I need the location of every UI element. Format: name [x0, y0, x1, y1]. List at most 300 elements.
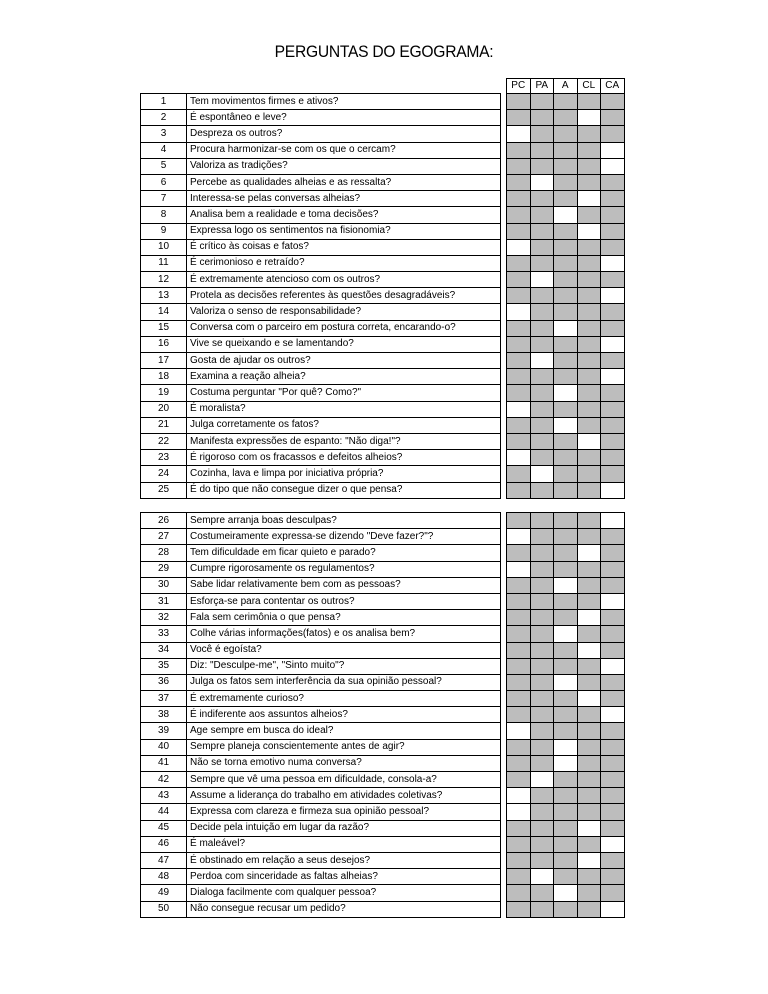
question-number: 7	[141, 191, 187, 207]
answer-cell-cl[interactable]	[577, 885, 601, 901]
question-row	[141, 820, 625, 836]
answer-cell-ca[interactable]	[601, 820, 625, 836]
answer-cell-pa[interactable]	[530, 901, 554, 917]
answer-cell-cl[interactable]	[577, 529, 601, 545]
answer-cell-cl[interactable]	[577, 739, 601, 755]
answer-cell-a[interactable]	[554, 369, 578, 385]
answer-cell-pa[interactable]	[530, 126, 554, 142]
answer-cell-pc[interactable]	[507, 658, 531, 674]
answer-cell-pa[interactable]	[530, 674, 554, 690]
answer-cell-cl[interactable]	[577, 772, 601, 788]
answer-cell-pa[interactable]	[530, 385, 554, 401]
answer-cell-ca[interactable]	[601, 255, 625, 271]
question-text: Sempre arranja boas desculpas?	[187, 513, 501, 529]
answer-cell-a[interactable]	[554, 804, 578, 820]
answer-cell-a[interactable]	[554, 739, 578, 755]
question-row	[141, 223, 625, 239]
question-row	[141, 304, 625, 320]
answer-cell-pa[interactable]	[530, 610, 554, 626]
answer-cell-cl[interactable]	[577, 513, 601, 529]
answer-cell-cl[interactable]	[577, 466, 601, 482]
answer-cell-ca[interactable]	[601, 320, 625, 336]
answer-cell-a[interactable]	[554, 223, 578, 239]
answer-cell-cl[interactable]	[577, 901, 601, 917]
answer-cell-pa[interactable]	[530, 626, 554, 642]
answer-cell-pa[interactable]	[530, 642, 554, 658]
answer-cell-a[interactable]	[554, 642, 578, 658]
answer-cell-ca[interactable]	[601, 94, 625, 110]
answer-cell-cl[interactable]	[577, 369, 601, 385]
answer-cell-a[interactable]	[554, 755, 578, 771]
answer-cell-ca[interactable]	[601, 272, 625, 288]
answer-cell-pa[interactable]	[530, 755, 554, 771]
answer-cell-cl[interactable]	[577, 385, 601, 401]
answer-cell-ca[interactable]	[601, 561, 625, 577]
answer-cell-pc[interactable]	[507, 417, 531, 433]
answer-cell-a[interactable]	[554, 320, 578, 336]
answer-cell-pc[interactable]	[507, 110, 531, 126]
answer-cell-a[interactable]	[554, 772, 578, 788]
answer-cell-cl[interactable]	[577, 401, 601, 417]
answer-cell-ca[interactable]	[601, 739, 625, 755]
answer-cell-pc[interactable]	[507, 674, 531, 690]
answer-cell-pa[interactable]	[530, 353, 554, 369]
question-number: 1	[141, 94, 187, 110]
answer-cell-pa[interactable]	[530, 820, 554, 836]
answer-cell-pc[interactable]	[507, 466, 531, 482]
answer-cell-a[interactable]	[554, 401, 578, 417]
answer-cell-ca[interactable]	[601, 142, 625, 158]
answer-cell-ca[interactable]	[601, 401, 625, 417]
answer-cell-a[interactable]	[554, 433, 578, 449]
answer-cell-ca[interactable]	[601, 191, 625, 207]
answer-cell-a[interactable]	[554, 385, 578, 401]
answer-cell-pc[interactable]	[507, 836, 531, 852]
answer-cell-a[interactable]	[554, 353, 578, 369]
answer-cell-pa[interactable]	[530, 723, 554, 739]
answer-cell-ca[interactable]	[601, 642, 625, 658]
answer-cell-a[interactable]	[554, 239, 578, 255]
answer-cell-cl[interactable]	[577, 561, 601, 577]
question-row	[141, 593, 625, 609]
answer-cell-a[interactable]	[554, 142, 578, 158]
answer-cell-ca[interactable]	[601, 577, 625, 593]
answer-cell-ca[interactable]	[601, 369, 625, 385]
answer-cell-pa[interactable]	[530, 239, 554, 255]
answer-cell-ca[interactable]	[601, 174, 625, 190]
answer-cell-a[interactable]	[554, 610, 578, 626]
question-row	[141, 433, 625, 449]
question-text: Expressa logo os sentimentos na fisionomia?	[187, 223, 501, 239]
answer-cell-cl[interactable]	[577, 755, 601, 771]
question-number: 43	[141, 788, 187, 804]
answer-cell-cl[interactable]	[577, 852, 601, 868]
answer-cell-ca[interactable]	[601, 691, 625, 707]
answer-cell-pc[interactable]	[507, 401, 531, 417]
answer-cell-pc[interactable]	[507, 545, 531, 561]
answer-cell-pc[interactable]	[507, 820, 531, 836]
answer-cell-pa[interactable]	[530, 466, 554, 482]
answer-cell-cl[interactable]	[577, 836, 601, 852]
answer-cell-pa[interactable]	[530, 272, 554, 288]
answer-cell-pc[interactable]	[507, 626, 531, 642]
answer-cell-ca[interactable]	[601, 336, 625, 352]
answer-cell-pa[interactable]	[530, 450, 554, 466]
answer-cell-cl[interactable]	[577, 207, 601, 223]
answer-cell-cl[interactable]	[577, 304, 601, 320]
answer-cell-cl[interactable]	[577, 433, 601, 449]
answer-cell-ca[interactable]	[601, 772, 625, 788]
answer-cell-pa[interactable]	[530, 577, 554, 593]
question-row	[141, 772, 625, 788]
question-row	[141, 707, 625, 723]
question-row	[141, 869, 625, 885]
answer-cell-a[interactable]	[554, 417, 578, 433]
answer-cell-cl[interactable]	[577, 674, 601, 690]
answer-cell-pa[interactable]	[530, 561, 554, 577]
answer-cell-pa[interactable]	[530, 207, 554, 223]
answer-cell-cl[interactable]	[577, 642, 601, 658]
answer-cell-ca[interactable]	[601, 223, 625, 239]
answer-cell-ca[interactable]	[601, 158, 625, 174]
question-number: 14	[141, 304, 187, 320]
answer-cell-pc[interactable]	[507, 691, 531, 707]
answer-cell-pc[interactable]	[507, 288, 531, 304]
answer-cell-cl[interactable]	[577, 417, 601, 433]
answer-cell-pc[interactable]	[507, 755, 531, 771]
answer-cell-pa[interactable]	[530, 836, 554, 852]
answer-cell-pc[interactable]	[507, 610, 531, 626]
answer-cell-a[interactable]	[554, 788, 578, 804]
answer-cell-cl[interactable]	[577, 804, 601, 820]
answer-cell-cl[interactable]	[577, 223, 601, 239]
answer-cell-pa[interactable]	[530, 401, 554, 417]
answer-cell-pc[interactable]	[507, 772, 531, 788]
question-text: Cumpre rigorosamente os regulamentos?	[187, 561, 501, 577]
answer-cell-ca[interactable]	[601, 723, 625, 739]
answer-cell-pc[interactable]	[507, 529, 531, 545]
answer-cell-ca[interactable]	[601, 707, 625, 723]
answer-cell-a[interactable]	[554, 691, 578, 707]
question-text: Gosta de ajudar os outros?	[187, 353, 501, 369]
answer-cell-pc[interactable]	[507, 577, 531, 593]
answer-cell-pc[interactable]	[507, 561, 531, 577]
answer-cell-cl[interactable]	[577, 593, 601, 609]
answer-cell-pa[interactable]	[530, 804, 554, 820]
answer-cell-pc[interactable]	[507, 901, 531, 917]
answer-cell-cl[interactable]	[577, 577, 601, 593]
answer-cell-a[interactable]	[554, 482, 578, 498]
answer-cell-pc[interactable]	[507, 304, 531, 320]
answer-cell-a[interactable]	[554, 885, 578, 901]
question-number: 9	[141, 223, 187, 239]
answer-cell-pc[interactable]	[507, 239, 531, 255]
answer-cell-a[interactable]	[554, 513, 578, 529]
answer-cell-pc[interactable]	[507, 852, 531, 868]
answer-cell-pc[interactable]	[507, 385, 531, 401]
answer-cell-pa[interactable]	[530, 304, 554, 320]
answer-cell-cl[interactable]	[577, 482, 601, 498]
answer-cell-pc[interactable]	[507, 336, 531, 352]
answer-cell-pc[interactable]	[507, 788, 531, 804]
answer-cell-pc[interactable]	[507, 174, 531, 190]
question-text: Não consegue recusar um pedido?	[187, 901, 501, 917]
answer-cell-pc[interactable]	[507, 207, 531, 223]
answer-cell-a[interactable]	[554, 255, 578, 271]
answer-cell-pa[interactable]	[530, 593, 554, 609]
question-number: 16	[141, 336, 187, 352]
answer-cell-pa[interactable]	[530, 788, 554, 804]
answer-cell-pa[interactable]	[530, 545, 554, 561]
answer-cell-cl[interactable]	[577, 658, 601, 674]
answer-cell-a[interactable]	[554, 707, 578, 723]
question-text: Tem movimentos firmes e ativos?	[187, 94, 501, 110]
answer-cell-cl[interactable]	[577, 820, 601, 836]
answer-cell-pc[interactable]	[507, 707, 531, 723]
answer-cell-a[interactable]	[554, 869, 578, 885]
answer-cell-pa[interactable]	[530, 417, 554, 433]
answer-cell-pa[interactable]	[530, 320, 554, 336]
question-row	[141, 561, 625, 577]
answer-cell-cl[interactable]	[577, 320, 601, 336]
answer-cell-pc[interactable]	[507, 126, 531, 142]
answer-cell-ca[interactable]	[601, 353, 625, 369]
answer-cell-cl[interactable]	[577, 610, 601, 626]
answer-cell-a[interactable]	[554, 207, 578, 223]
answer-cell-cl[interactable]	[577, 336, 601, 352]
answer-cell-ca[interactable]	[601, 755, 625, 771]
answer-cell-ca[interactable]	[601, 433, 625, 449]
answer-cell-a[interactable]	[554, 901, 578, 917]
answer-cell-pa[interactable]	[530, 869, 554, 885]
answer-cell-pc[interactable]	[507, 513, 531, 529]
question-number: 20	[141, 401, 187, 417]
answer-cell-pc[interactable]	[507, 158, 531, 174]
question-row	[141, 158, 625, 174]
answer-cell-cl[interactable]	[577, 142, 601, 158]
answer-cell-cl[interactable]	[577, 272, 601, 288]
answer-cell-a[interactable]	[554, 593, 578, 609]
answer-cell-pc[interactable]	[507, 369, 531, 385]
answer-cell-pa[interactable]	[530, 110, 554, 126]
answer-cell-pc[interactable]	[507, 255, 531, 271]
question-text: Valoriza o senso de responsabilidade?	[187, 304, 501, 320]
question-text: Julga os fatos sem interferência da sua opinião pessoal?	[187, 674, 501, 690]
answer-cell-a[interactable]	[554, 852, 578, 868]
answer-cell-pa[interactable]	[530, 885, 554, 901]
question-text: É cerimonioso e retraído?	[187, 255, 501, 271]
answer-cell-ca[interactable]	[601, 513, 625, 529]
answer-cell-pc[interactable]	[507, 642, 531, 658]
answer-cell-a[interactable]	[554, 272, 578, 288]
answer-cell-cl[interactable]	[577, 626, 601, 642]
answer-cell-ca[interactable]	[601, 529, 625, 545]
answer-cell-a[interactable]	[554, 158, 578, 174]
answer-cell-a[interactable]	[554, 529, 578, 545]
answer-cell-cl[interactable]	[577, 174, 601, 190]
answer-cell-a[interactable]	[554, 723, 578, 739]
answer-cell-ca[interactable]	[601, 836, 625, 852]
answer-cell-a[interactable]	[554, 820, 578, 836]
answer-cell-cl[interactable]	[577, 191, 601, 207]
answer-cell-cl[interactable]	[577, 94, 601, 110]
answer-cell-cl[interactable]	[577, 723, 601, 739]
page-title: PERGUNTAS DO EGOGRAMA:	[274, 42, 494, 61]
answer-cell-pc[interactable]	[507, 869, 531, 885]
answer-cell-ca[interactable]	[601, 239, 625, 255]
answer-cell-ca[interactable]	[601, 450, 625, 466]
answer-cell-ca[interactable]	[601, 610, 625, 626]
answer-cell-a[interactable]	[554, 336, 578, 352]
answer-cell-ca[interactable]	[601, 110, 625, 126]
question-row	[141, 272, 625, 288]
answer-cell-ca[interactable]	[601, 674, 625, 690]
answer-cell-ca[interactable]	[601, 852, 625, 868]
answer-cell-ca[interactable]	[601, 545, 625, 561]
question-number: 8	[141, 207, 187, 223]
question-row	[141, 545, 625, 561]
answer-cell-ca[interactable]	[601, 417, 625, 433]
answer-cell-cl[interactable]	[577, 691, 601, 707]
answer-cell-ca[interactable]	[601, 658, 625, 674]
answer-cell-pa[interactable]	[530, 433, 554, 449]
answer-cell-cl[interactable]	[577, 158, 601, 174]
answer-cell-pc[interactable]	[507, 739, 531, 755]
answer-cell-pa[interactable]	[530, 529, 554, 545]
answer-cell-pa[interactable]	[530, 772, 554, 788]
answer-cell-a[interactable]	[554, 577, 578, 593]
answer-cell-ca[interactable]	[601, 885, 625, 901]
answer-cell-pa[interactable]	[530, 158, 554, 174]
answer-cell-a[interactable]	[554, 288, 578, 304]
question-number: 34	[141, 642, 187, 658]
answer-cell-pa[interactable]	[530, 223, 554, 239]
question-text: Cozinha, lava e limpa por iniciativa própria?	[187, 466, 501, 482]
answer-cell-pa[interactable]	[530, 707, 554, 723]
question-text: Não se torna emotivo numa conversa?	[187, 755, 501, 771]
answer-cell-cl[interactable]	[577, 353, 601, 369]
question-number: 44	[141, 804, 187, 820]
answer-cell-a[interactable]	[554, 674, 578, 690]
question-number: 28	[141, 545, 187, 561]
answer-cell-pc[interactable]	[507, 804, 531, 820]
answer-cell-pc[interactable]	[507, 353, 531, 369]
answer-cell-ca[interactable]	[601, 804, 625, 820]
answer-cell-cl[interactable]	[577, 869, 601, 885]
question-row	[141, 207, 625, 223]
answer-cell-ca[interactable]	[601, 482, 625, 498]
answer-cell-pa[interactable]	[530, 852, 554, 868]
question-text: Decide pela intuição em lugar da razão?	[187, 820, 501, 836]
answer-cell-pa[interactable]	[530, 255, 554, 271]
question-row	[141, 577, 625, 593]
answer-cell-cl[interactable]	[577, 126, 601, 142]
answer-cell-a[interactable]	[554, 658, 578, 674]
answer-cell-a[interactable]	[554, 466, 578, 482]
answer-cell-pc[interactable]	[507, 450, 531, 466]
answer-cell-pa[interactable]	[530, 513, 554, 529]
answer-cell-pa[interactable]	[530, 336, 554, 352]
answer-cell-ca[interactable]	[601, 126, 625, 142]
answer-cell-pa[interactable]	[530, 691, 554, 707]
answer-cell-pa[interactable]	[530, 174, 554, 190]
answer-cell-pc[interactable]	[507, 593, 531, 609]
question-row	[141, 94, 625, 110]
answer-cell-a[interactable]	[554, 626, 578, 642]
answer-cell-cl[interactable]	[577, 255, 601, 271]
answer-cell-ca[interactable]	[601, 207, 625, 223]
answer-cell-cl[interactable]	[577, 239, 601, 255]
answer-cell-pa[interactable]	[530, 482, 554, 498]
answer-cell-cl[interactable]	[577, 788, 601, 804]
answer-cell-pa[interactable]	[530, 739, 554, 755]
answer-cell-a[interactable]	[554, 304, 578, 320]
answer-cell-a[interactable]	[554, 126, 578, 142]
question-number: 31	[141, 593, 187, 609]
question-row	[141, 174, 625, 190]
answer-cell-pc[interactable]	[507, 482, 531, 498]
question-number: 46	[141, 836, 187, 852]
answer-cell-ca[interactable]	[601, 788, 625, 804]
answer-cell-ca[interactable]	[601, 593, 625, 609]
question-text: Assume a liderança do trabalho em atividades coletivas?	[187, 788, 501, 804]
answer-cell-pc[interactable]	[507, 272, 531, 288]
question-row	[141, 110, 625, 126]
answer-cell-pc[interactable]	[507, 142, 531, 158]
question-row	[141, 885, 625, 901]
answer-cell-cl[interactable]	[577, 110, 601, 126]
answer-cell-pa[interactable]	[530, 142, 554, 158]
answer-cell-a[interactable]	[554, 174, 578, 190]
question-number: 41	[141, 755, 187, 771]
header-blank-question	[187, 79, 501, 94]
answer-cell-pc[interactable]	[507, 223, 531, 239]
question-number: 26	[141, 513, 187, 529]
answer-cell-cl[interactable]	[577, 288, 601, 304]
answer-cell-ca[interactable]	[601, 466, 625, 482]
answer-cell-a[interactable]	[554, 191, 578, 207]
answer-cell-a[interactable]	[554, 561, 578, 577]
answer-cell-cl[interactable]	[577, 450, 601, 466]
answer-cell-pa[interactable]	[530, 94, 554, 110]
answer-cell-ca[interactable]	[601, 626, 625, 642]
answer-cell-pc[interactable]	[507, 723, 531, 739]
answer-cell-pc[interactable]	[507, 94, 531, 110]
answer-cell-a[interactable]	[554, 545, 578, 561]
answer-cell-ca[interactable]	[601, 901, 625, 917]
question-text: Perdoa com sinceridade as faltas alheias?	[187, 869, 501, 885]
answer-cell-pc[interactable]	[507, 885, 531, 901]
answer-cell-pc[interactable]	[507, 320, 531, 336]
answer-cell-pa[interactable]	[530, 191, 554, 207]
answer-cell-pc[interactable]	[507, 433, 531, 449]
answer-cell-cl[interactable]	[577, 545, 601, 561]
answer-cell-cl[interactable]	[577, 707, 601, 723]
answer-cell-a[interactable]	[554, 836, 578, 852]
answer-cell-ca[interactable]	[601, 869, 625, 885]
answer-cell-pa[interactable]	[530, 658, 554, 674]
question-number: 17	[141, 353, 187, 369]
answer-cell-ca[interactable]	[601, 304, 625, 320]
answer-cell-a[interactable]	[554, 94, 578, 110]
answer-cell-pa[interactable]	[530, 369, 554, 385]
answer-cell-a[interactable]	[554, 110, 578, 126]
answer-cell-a[interactable]	[554, 450, 578, 466]
answer-cell-ca[interactable]	[601, 288, 625, 304]
answer-cell-pa[interactable]	[530, 288, 554, 304]
answer-cell-ca[interactable]	[601, 385, 625, 401]
answer-cell-pc[interactable]	[507, 191, 531, 207]
